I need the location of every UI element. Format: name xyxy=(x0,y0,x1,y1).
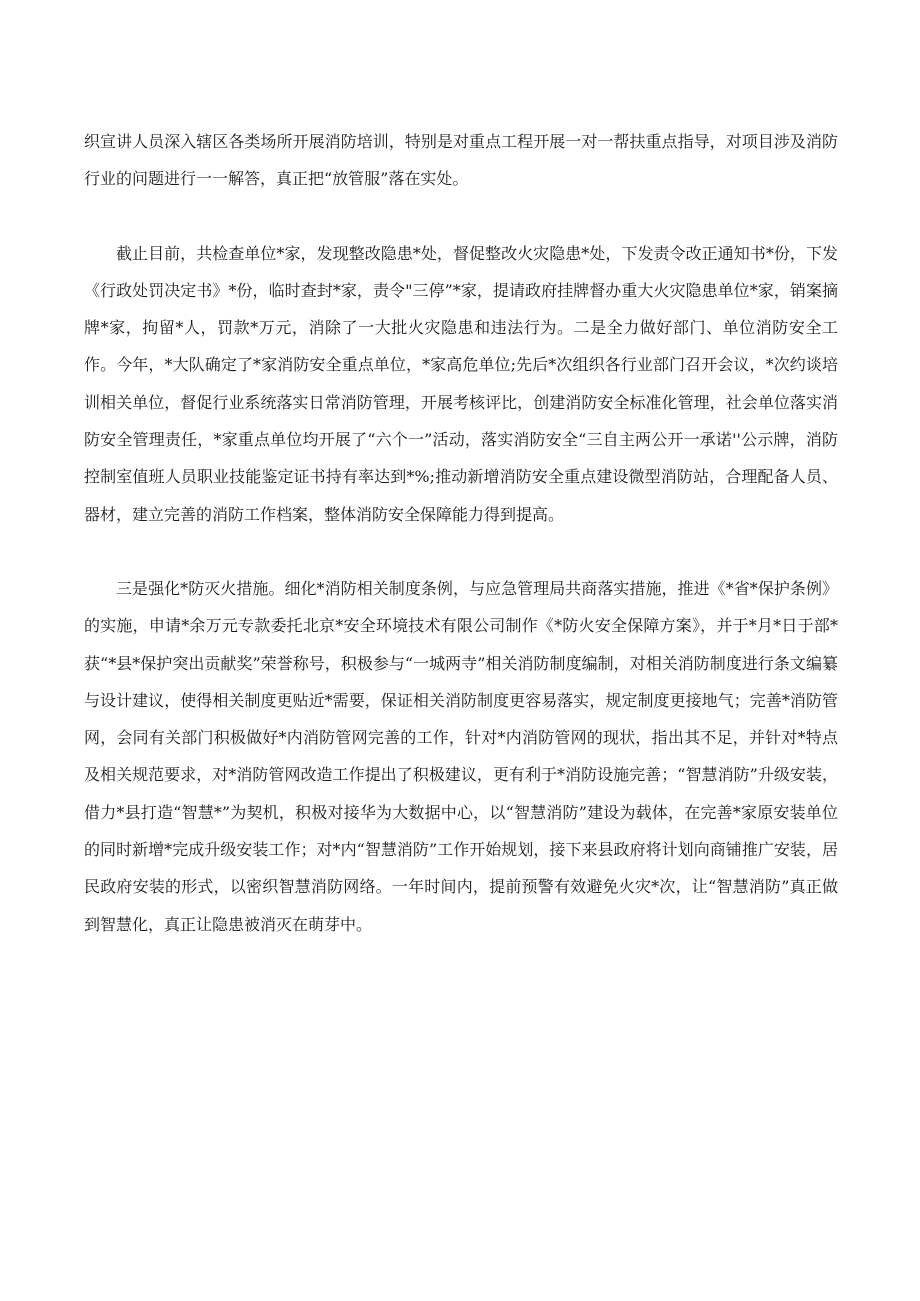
paragraph-gap xyxy=(84,198,838,235)
paragraph-fire-prevention-measures: 三是强化*防灭火措施。细化*消防相关制度条例，与应急管理局共商落实措施，推进《*省*保护条例》的实施，申请*余万元专款委托北京*安全环境技术有限公司制作《*防火安全保障方案》，并于*月*日于部*获“*县*保护突出贡献奖”荣誉称号，积极参与“一城两寺”相关消防制度编制，对相关消防制度进行条文编纂与设计建议，使得相关制度更贴近*需要，保证相关消防制度更容易落实，规定制度更接地气；完善*消防管网，会同有关部门积极做好*内消防管网完善的工作，针对*内消防管网的现状，指出其不足，并针对*特点及相关规范要求，对*消防管网改造工作提出了积极建议，更有利于*消防设施完善；“智慧消防”升级安装，借力*县打造“智慧*”为契机，积极对接华为大数据中心，以“智慧消防”建设为载体，在完善*家原安装单位的同时新增*完成升级安装工作；对*内“智慧消防”工作开始规划，接下来县政府将计划向商铺推广安装，居民政府安装的形式，以密织智慧消防网络。一年时间内，提前预警有效避免火灾*次，让“智慧消防”真正做到智慧化，真正让隐患被消灭在萌芽中。 xyxy=(84,578,838,934)
paragraph-gap xyxy=(84,533,838,570)
paragraph-inspection-results: 截止目前，共检查单位*家，发现整改隐患*处，督促整改火灾隐患*处，下发责令改正通知书*份，下发《行政处罚决定书》*份，临时查封*家，责令"三停”*家，提请政府挂牌督办重大火灾隐患单位*家，销案摘牌*家，拘留*人，罚款*万元，消除了一大批火灾隐患和违法行为。二是全力做好部门、单位消防安全工作。今年，*大队确定了*家消防安全重点单位，*家高危单位;先后*次组织各行业部门召开会议，*次约谈培训相关单位，督促行业系统落实日常消防管理，开展考核评比，创建消防安全标准化管理，社会单位落实消防安全管理责任，*家重点单位均开展了“六个一”活动，落实消防安全“三自主两公开一承诺''公示牌，消防控制室值班人员职业技能鉴定证书持有率达到*%;推动新增消防安全重点建设微型消防站，合理配备人员、器材，建立完善的消防工作档案，整体消防安全保障能力得到提高。 xyxy=(84,243,838,524)
document-body xyxy=(84,123,838,943)
paragraph-continuation: 织宣讲人员深入辖区各类场所开展消防培训，特别是对重点工程开展一对一帮扶重点指导，对项目涉及消防行业的问题进行一一解答，真正把“放管服”落在实处。 xyxy=(84,132,838,189)
